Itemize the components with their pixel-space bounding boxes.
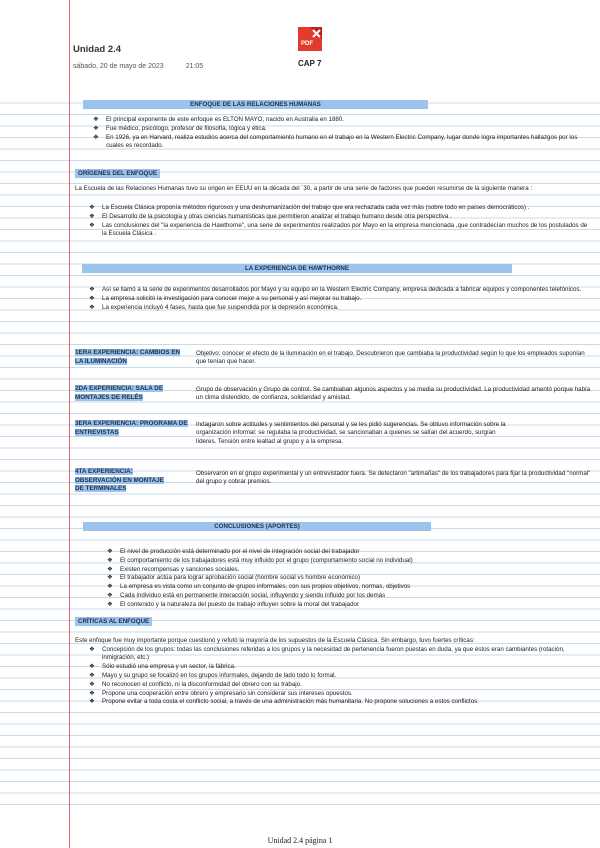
experience-1-text: Objetivo: conocer el efecto de la iluminación en el trabajo. Descubrieron que cambiaba la productividad según lo que los empleados suponían que tenían que hacer. [196, 350, 585, 366]
section-title-conclusiones: CONCLUSIONES (APORTES) [83, 522, 431, 531]
section-title-criticas: CRÍTICAS AL ENFOQUE [75, 617, 152, 626]
enfoque-list [93, 116, 588, 151]
list-item: ❖ La experiencia incluyó 4 fases, hasta que fue suspendida por la depresión económica. [89, 303, 339, 311]
diamond-bullet-icon: ❖ [107, 556, 113, 564]
list-item: ❖ Fue médico, psicólogo, profesor de filosofía, lógica y ética. [93, 124, 267, 132]
page-date: sábado, 20 de mayo de 2023 [73, 63, 164, 70]
experience-1-label: 1ERA EXPERIENCIA: CAMBIOS EN LA ILUMINACIÓN [75, 349, 181, 365]
diamond-bullet-icon: ❖ [107, 574, 113, 582]
diamond-bullet-icon: ❖ [89, 698, 95, 706]
list-item: ❖ El comportamiento de los trabajadores está muy influido por el grupo (comportamiento social no individual) [107, 556, 413, 564]
diamond-bullet-icon: ❖ [107, 591, 113, 599]
list-item: ❖ El trabajador actúa para lograr aprobación social (hombre social vs hombre económico) [107, 574, 361, 582]
experience-3-label: 3ERA EXPERIENCIA: PROGRAMA DE ENTREVISTAS [75, 420, 188, 436]
list-item: ❖ No reconocen el conflicto, ni la disconformidad del obrero con su trabajo. [89, 680, 302, 688]
hawthorne-list [89, 286, 589, 312]
list-item: ❖ Cada individuo está en permanente interacción social, influyendo y siendo influido por los demás [107, 591, 386, 599]
list-item: ❖ Concepción de los grupos: todas las conclusiones referidas a los grupos y la necesidad de pertenencia fueron puestas en duda, ya que éstos eran cambiantes (rotación, inmigración, etc.) [89, 646, 565, 662]
diamond-bullet-icon: ❖ [107, 583, 113, 591]
page-datetime [73, 63, 203, 70]
diamond-bullet-icon: ❖ [89, 689, 95, 697]
section-title-enfoque: ENFOQUE DE LAS RELACIONES HUMANAS [83, 100, 428, 109]
diamond-bullet-icon: ❖ [89, 294, 95, 302]
section-title-hawthorne: LA EXPERIENCIA DE HAWTHORNE [82, 264, 512, 273]
diamond-bullet-icon: ❖ [93, 133, 99, 141]
origenes-list [89, 204, 589, 239]
list-item: ❖ Mayo y su grupo se focalizó en los grupos informales, dejando de lado todo lo formal. [89, 672, 337, 679]
page-time: 21:05 [185, 63, 204, 70]
experience-4-label: 4TA EXPERIENCIA: OBSERVACIÓN EN MONTAJE DE TERMINALES [75, 468, 164, 492]
experience-3-text: Indagaron sobre actitudes y sentimientos del personal y se les pidió sugerencias. Se obtuvo información sobre la organización informal: se regulaba la productividad, se sancionaban a quienes se salían del acuerdo, surgían líderes. Tensión entre lealtad al grupo y a la empresa. [196, 421, 506, 445]
list-item: ❖ La empresa solicitó la investigación para conocer mejor a su personal y así mejorar su trabajo. [89, 294, 362, 302]
list-item: ❖ Sólo estudió una empresa y un sector, la fábrica. [89, 663, 236, 671]
list-item: ❖ En 1926, ya en Harvard, realiza estudios acerca del comportamiento humano en el trabajo en la Western Electric Company, lugar donde logra importantes hallazgos por los cuales es recordado. [93, 133, 578, 149]
criticas-intro: Este enfoque fue muy importante porque cuestionó y refutó la mayoría de los supuestos de la Escuela Clásica. Sin embargo, tuvo fuertes críticas: [75, 637, 475, 644]
page-title: Unidad 2.4 [73, 44, 122, 55]
diamond-bullet-icon: ❖ [89, 303, 95, 311]
pdf-logo-icon [296, 24, 326, 54]
diamond-bullet-icon: ❖ [89, 221, 95, 229]
section-title-origenes: ORÍGENES DEL ENFOQUE [75, 169, 160, 178]
experience-2-text: Grupo de observación y Grupo de control. Se cambiaban algunos aspectos y se media su productividad. La productividad amentó porque había un clima distendido, de confianza, solidaridad y amistad. [196, 386, 591, 402]
diamond-bullet-icon: ❖ [89, 646, 95, 653]
list-item: ❖ El Desarrollo de la psicología y otras ciencias humanísticas que permitieron analizar el trabajo humano desde otra perspectiva . [89, 212, 452, 220]
list-item: ❖ Así se llamó a la serie de experimentos desarrollados por Mayo y su equipo en la Western Electric Company, empresa dedicada a fabricar equipos y componentes telefónicos. [89, 286, 582, 293]
diamond-bullet-icon: ❖ [89, 286, 95, 293]
diamond-bullet-icon: ❖ [89, 204, 95, 211]
diamond-bullet-icon: ❖ [89, 212, 95, 220]
diamond-bullet-icon: ❖ [107, 600, 113, 608]
list-item: ❖ El principal exponente de este enfoque es ELTON MAYO, nacido en Australia en 1880. [93, 116, 345, 123]
experience-4-text: Observaron en el grupo experimental y un entrevistador fuera. Se detectaron "artimañas" de los trabajadores para fijar la productividad "normal" del grupo y cobrar premios. [196, 470, 591, 486]
origenes-intro: La Escuela de las Relaciones Humanas tuvo su origen en EEUU en la década del ´30, a partir de una serie de factores que pueden resumirse de la siguiente manera : [75, 185, 533, 192]
list-item: ❖ Propone una cooperación entre obrero y empresario sin considerar sus intereses opuestos. [89, 689, 353, 697]
page-footer: Unidad 2.4 página 1 [267, 836, 333, 845]
list-item: ❖ Propone evitar a toda costa el conflicto social, a través de una administración más humanitaria. No propone soluciones a estos conflictos. [89, 698, 479, 706]
list-item: ❖ Las conclusiones del "la experiencia de Hawthorne", una serie de experimentos realizados por Mayo en la empresa mencionada ,que contradecían muchos de los postulados de la Escuela Clásica . [89, 221, 588, 237]
diamond-bullet-icon: ❖ [107, 565, 113, 573]
list-item: ❖ La empresa es vista como un conjunto de grupos informales, con sus propios objetivos, normas, objetivos [107, 583, 411, 591]
diamond-bullet-icon: ❖ [93, 124, 99, 132]
diamond-bullet-icon: ❖ [89, 672, 95, 679]
logo-text: PDF [301, 41, 313, 47]
diamond-bullet-icon: ❖ [89, 680, 95, 688]
diamond-bullet-icon: ❖ [107, 548, 113, 555]
diamond-bullet-icon: ❖ [89, 663, 95, 671]
list-item: ❖ Existen recompensas y sanciones sociales. [107, 565, 240, 573]
diamond-bullet-icon: ❖ [93, 116, 99, 123]
list-item: ❖ El nivel de producción está determinado por el nivel de integración social del trabajador [107, 548, 360, 555]
list-item: ❖ El contenido y la naturaleza del puesto de trabajo influyen sobre la moral del trabajador [107, 600, 360, 608]
chapter-label: CAP 7 [298, 59, 322, 68]
conclusiones-list [107, 548, 587, 610]
criticas-list [89, 646, 594, 707]
experience-2-label: 2DA EXPERIENCIA: SALA DE MONTAJES DE RELÉS [75, 385, 164, 401]
list-item: ❖ La Escuela Clásica proponía métodos rigurosos y una deshumanización del trabajo que era rechazada cada vez más (sobre todo en países democráticos) . [89, 204, 530, 211]
notebook-margin-line [69, 0, 70, 848]
